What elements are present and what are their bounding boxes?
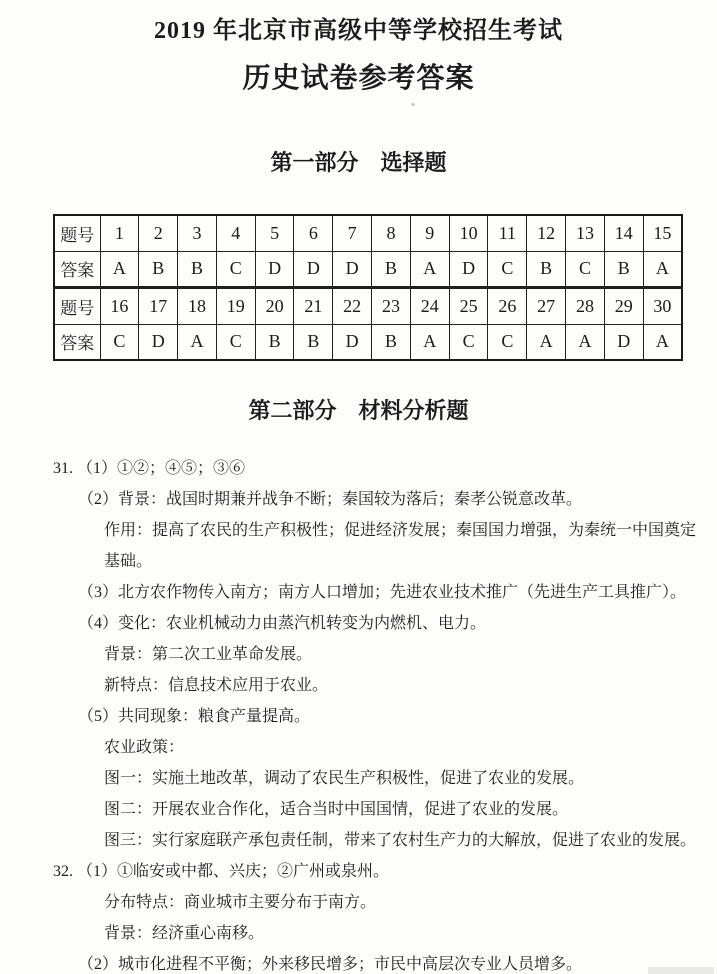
question-number-cell: 11	[488, 215, 527, 251]
question-number-cell: 19	[216, 288, 255, 325]
question-number-cell: 30	[643, 288, 682, 325]
question-number-cell: 20	[255, 288, 294, 325]
answer-cell: C	[566, 251, 605, 288]
question-number-cell: 13	[566, 215, 605, 251]
answer-cell: C	[488, 251, 527, 288]
question-number-cell: 16	[100, 288, 139, 325]
answer-cell: D	[294, 251, 333, 288]
answer-cell: B	[178, 251, 217, 288]
table-row-question-numbers-1	[54, 215, 682, 251]
question-number-cell: 8	[372, 215, 411, 251]
answer-cell: C	[100, 324, 139, 360]
answer-line-q31-4-change: （4）变化：农业机械动力由蒸汽机转变为内燃机、电力。	[78, 615, 487, 632]
question-number-cell: 2	[139, 215, 178, 251]
section-heading-part1: 第一部分 选择题	[270, 150, 447, 175]
answer-cell: C	[216, 324, 255, 360]
answer-cell: B	[527, 251, 566, 288]
answer-line-q31-1: 31. （1）①②；④⑤；③⑥	[53, 460, 246, 477]
answer-table	[53, 214, 683, 361]
row-label: 题号	[54, 288, 100, 325]
multiple-choice-answer-table	[53, 214, 683, 361]
answer-cell: A	[527, 324, 566, 360]
answer-cell: B	[139, 251, 178, 288]
question-number-cell: 26	[488, 288, 527, 325]
answer-line-q31-5-figure2: 图二：开展农业合作化，适合当时中国国情，促进了农业的发展。	[104, 801, 569, 818]
answer-cell: D	[333, 251, 372, 288]
question-number-cell: 23	[372, 288, 411, 325]
question-number-cell: 14	[604, 215, 643, 251]
answer-cell: A	[566, 324, 605, 360]
question-number-cell: 25	[449, 288, 488, 325]
scan-artifact-smudge	[648, 967, 714, 974]
answer-cell: A	[643, 324, 682, 360]
answer-cell: B	[372, 324, 411, 360]
question-number-cell: 18	[178, 288, 217, 325]
answer-line-q31-2-background: （2）背景：战国时期兼并战争不断；秦国较为落后；秦孝公锐意改革。	[78, 491, 583, 508]
answer-cell: A	[178, 324, 217, 360]
answer-cell: A	[643, 251, 682, 288]
question-number-cell: 22	[333, 288, 372, 325]
question-number-cell: 27	[527, 288, 566, 325]
question-number-cell: 12	[527, 215, 566, 251]
question-number-cell: 4	[216, 215, 255, 251]
table-row-answers-2	[54, 324, 682, 360]
answer-line-q31-2-effect: 作用：提高了农民的生产积极性；促进经济发展；秦国国力增强，为秦统一中国奠定	[104, 522, 697, 539]
material-analysis-answers	[0, 453, 717, 974]
answer-cell: B	[372, 251, 411, 288]
answer-line-q32-1-distribution: 分布特点：商业城市主要分布于南方。	[104, 894, 377, 911]
answer-cell: C	[488, 324, 527, 360]
question-number-cell: 24	[410, 288, 449, 325]
table-row-question-numbers-2	[54, 288, 682, 325]
answer-cell: B	[294, 324, 333, 360]
answer-cell: C	[216, 251, 255, 288]
answer-cell: D	[449, 251, 488, 288]
section-heading-part2: 第二部分 材料分析题	[248, 398, 469, 423]
question-number-cell: 29	[604, 288, 643, 325]
answer-cell: A	[410, 324, 449, 360]
scan-artifact-dot	[411, 103, 415, 106]
answer-line-q31-5-figure3: 图三：实行家庭联产承包责任制，带来了农村生产力的大解放，促进了农业的发展。	[104, 832, 697, 849]
question-number-cell: 1	[100, 215, 139, 251]
question-number-cell: 9	[410, 215, 449, 251]
question-number-cell: 3	[178, 215, 217, 251]
answer-cell: A	[100, 251, 139, 288]
question-number-cell: 21	[294, 288, 333, 325]
row-label: 题号	[54, 215, 100, 251]
answer-line-q31-5-figure1: 图一：实施土地改革，调动了农民生产积极性，促进了农业的发展。	[104, 770, 585, 787]
answer-cell: D	[139, 324, 178, 360]
answer-line-q32-1: 32. （1）①临安或中都、兴庆；②广州或泉州。	[53, 863, 390, 880]
document-title: 2019 年北京市高级中等学校招生考试	[154, 18, 563, 44]
table-row-answers-1	[54, 251, 682, 288]
answer-line-q31-4-background: 背景：第二次工业革命发展。	[104, 646, 313, 663]
answer-cell: C	[449, 324, 488, 360]
answer-cell: B	[604, 251, 643, 288]
answer-cell: A	[410, 251, 449, 288]
answer-cell: B	[255, 324, 294, 360]
document-subtitle: 历史试卷参考答案	[242, 62, 475, 93]
question-number-cell: 28	[566, 288, 605, 325]
row-label: 答案	[54, 324, 100, 360]
answer-cell: D	[255, 251, 294, 288]
answer-line-q31-3: （3）北方农作物传入南方；南方人口增加；先进农业技术推广（先进生产工具推广）。	[78, 584, 687, 601]
answer-cell: D	[333, 324, 372, 360]
question-number-cell: 5	[255, 215, 294, 251]
question-number-cell: 17	[139, 288, 178, 325]
answer-line-q31-2-effect-cont: 基础。	[104, 553, 153, 570]
question-number-cell: 7	[333, 215, 372, 251]
question-number-cell: 6	[294, 215, 333, 251]
row-label: 答案	[54, 251, 100, 288]
answer-line-q31-4-newfeature: 新特点：信息技术应用于农业。	[104, 677, 329, 694]
answer-line-q32-1-background: 背景：经济重心南移。	[104, 925, 265, 942]
answer-line-q31-5-policy: 农业政策：	[104, 739, 185, 756]
answer-line-q32-2: （2）城市化进程不平衡；外来移民增多；市民中高层次专业人员增多。	[78, 956, 583, 973]
answer-cell: D	[604, 324, 643, 360]
question-number-cell: 10	[449, 215, 488, 251]
question-number-cell: 15	[643, 215, 682, 251]
answer-line-q31-5-common: （5）共同现象：粮食产量提高。	[78, 708, 311, 725]
